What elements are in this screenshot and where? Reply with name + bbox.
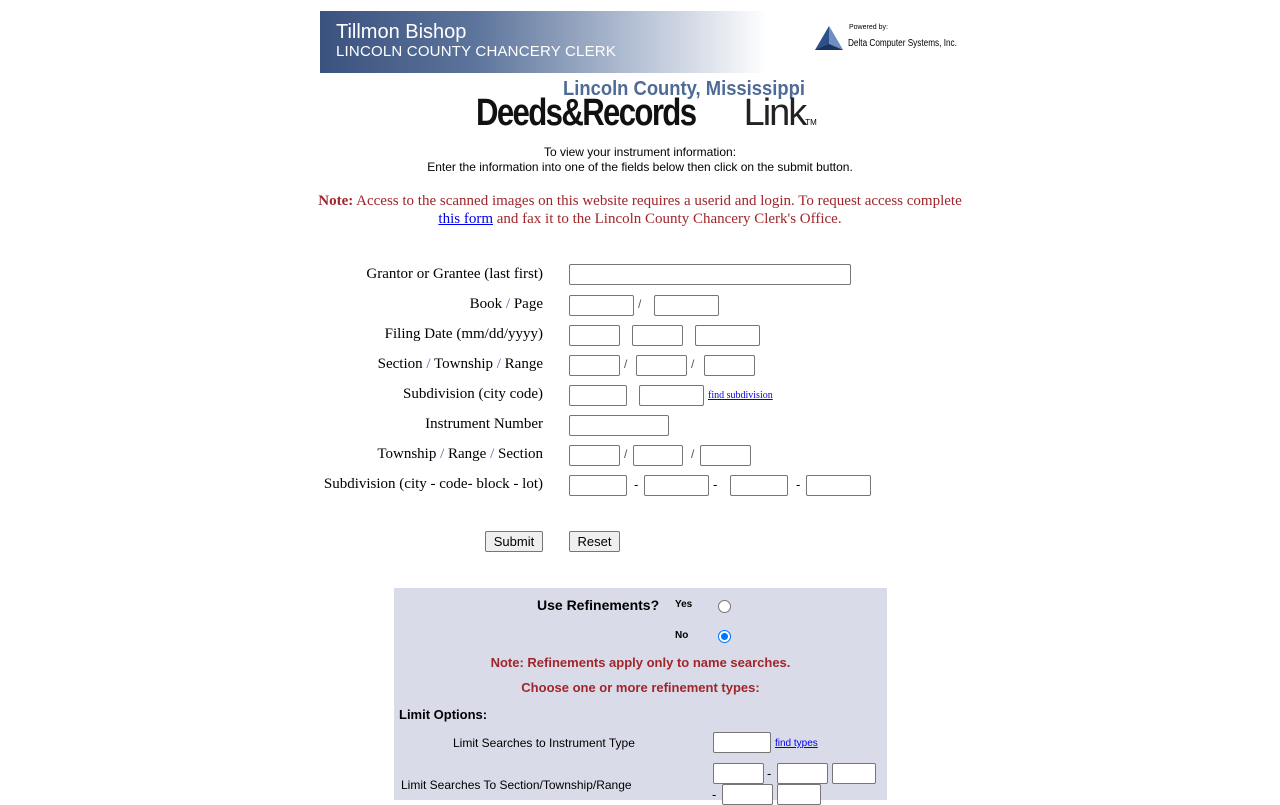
logo-thin: Link [743, 92, 806, 134]
section-label: Section [498, 446, 543, 462]
vendor-logo [812, 20, 957, 60]
label-separator: / [422, 356, 435, 372]
site-logo [476, 92, 817, 135]
use-refinements-label: Use Refinements? [537, 597, 660, 613]
dash-separator: - [634, 477, 639, 492]
note-text-2: and fax it to the Lincoln County Chancery Clerk's Office. [493, 211, 842, 227]
clerk-banner [320, 11, 767, 73]
limit-section-input[interactable] [713, 763, 764, 784]
slash-separator: / [638, 297, 642, 311]
clerk-name: Tillmon Bishop [336, 21, 467, 43]
instrument-number-input[interactable] [569, 415, 669, 436]
delta-pyramid-icon [814, 24, 844, 54]
filing-date-label: Filing Date (mm/dd/yyyy) [384, 326, 543, 342]
str-section-input[interactable] [569, 355, 620, 376]
limit-range-input[interactable] [832, 763, 876, 784]
lot-city-input[interactable] [569, 475, 627, 496]
note-text-1: Access to the scanned images on this website requires a userid and login. To request access complete [353, 193, 962, 209]
instrument-number-label: Instrument Number [425, 416, 543, 432]
book-page-label [470, 296, 543, 313]
trs-section-input[interactable] [700, 445, 751, 466]
filing-month-input[interactable] [569, 325, 620, 346]
filing-year-input[interactable] [695, 325, 760, 346]
dash-separator: - [712, 787, 717, 802]
slash-separator: / [691, 447, 695, 461]
label-separator: / [502, 296, 514, 312]
section-township-range-label [378, 356, 543, 373]
str-range-input[interactable] [704, 355, 755, 376]
subdivision-code-input[interactable] [639, 385, 704, 406]
filing-day-input[interactable] [632, 325, 683, 346]
page-label: Page [513, 296, 543, 312]
logo-bold: Deeds&Records [476, 92, 696, 134]
reset-button[interactable]: Reset [569, 531, 620, 552]
dash-separator: - [796, 477, 801, 492]
logo-tm: TM [805, 118, 817, 127]
lot-code-input[interactable] [644, 475, 709, 496]
lot-block-input[interactable] [730, 475, 788, 496]
powered-by-label: Powered by: [849, 24, 888, 31]
section-label: Section [377, 356, 423, 372]
trs-township-input[interactable] [569, 445, 620, 466]
refine-no-radio[interactable] [718, 630, 731, 643]
slash-separator: / [624, 357, 628, 371]
refine-yes-radio[interactable] [718, 600, 731, 613]
slash-separator: / [624, 447, 628, 461]
access-note [0, 192, 1280, 228]
vendor-name: Delta Computer Systems, Inc. [848, 38, 957, 49]
refinements-choose: Choose one or more refinement types: [521, 680, 760, 695]
refine-no-label: No [675, 630, 689, 641]
find-types-link[interactable]: find types [775, 738, 818, 749]
subdivision-city-input[interactable] [569, 385, 627, 406]
subdivision-label: Subdivision (city code) [403, 386, 543, 402]
dash-separator: - [713, 477, 718, 492]
lot-number-input[interactable] [806, 475, 871, 496]
book-label: Book [469, 296, 503, 312]
subdivision-lot-label: Subdivision (city - code- block - lot) [323, 476, 543, 492]
find-subdivision-link[interactable]: find subdivision [708, 390, 773, 401]
range-label: Range [504, 356, 543, 372]
clerk-title: LINCOLN COUNTY CHANCERY CLERK [336, 43, 617, 60]
page-input[interactable] [654, 295, 719, 316]
limit-options-heading: Limit Options: [399, 707, 488, 722]
township-label: Township [377, 446, 437, 462]
slash-separator: / [691, 357, 695, 371]
label-separator: / [493, 356, 505, 372]
label-separator: / [486, 446, 498, 462]
limit-str-label: Limit Searches To Section/Township/Range [401, 778, 632, 792]
township-range-section-label [377, 446, 543, 463]
limit-extra-input-1[interactable] [722, 784, 773, 805]
intro-line-2: Enter the information into one of the fields below then click on the submit button. [427, 160, 853, 174]
trs-range-input[interactable] [633, 445, 683, 466]
dash-separator: - [767, 766, 772, 781]
limit-township-input[interactable] [777, 763, 828, 784]
book-input[interactable] [569, 295, 634, 316]
county-title: Lincoln County, Mississippi [563, 78, 805, 100]
note-label: Note: [318, 193, 354, 209]
limit-extra-input-2[interactable] [777, 784, 821, 805]
intro-line-1: To view your instrument information: [543, 145, 737, 159]
range-label: Range [448, 446, 487, 462]
refinements-panel [394, 588, 887, 800]
label-separator: / [436, 446, 448, 462]
grantor-input[interactable] [569, 264, 851, 285]
refinements-note: Note: Refinements apply only to name searches. [490, 655, 791, 670]
grantor-label: Grantor or Grantee (last first) [366, 266, 543, 282]
str-township-input[interactable] [636, 355, 687, 376]
access-form-link[interactable]: this form [438, 211, 493, 227]
instrument-type-label: Limit Searches to Instrument Type [453, 736, 635, 750]
township-label: Township [434, 356, 493, 372]
instrument-type-input[interactable] [713, 732, 771, 753]
refine-yes-label: Yes [675, 599, 693, 610]
submit-button[interactable]: Submit [485, 531, 543, 552]
